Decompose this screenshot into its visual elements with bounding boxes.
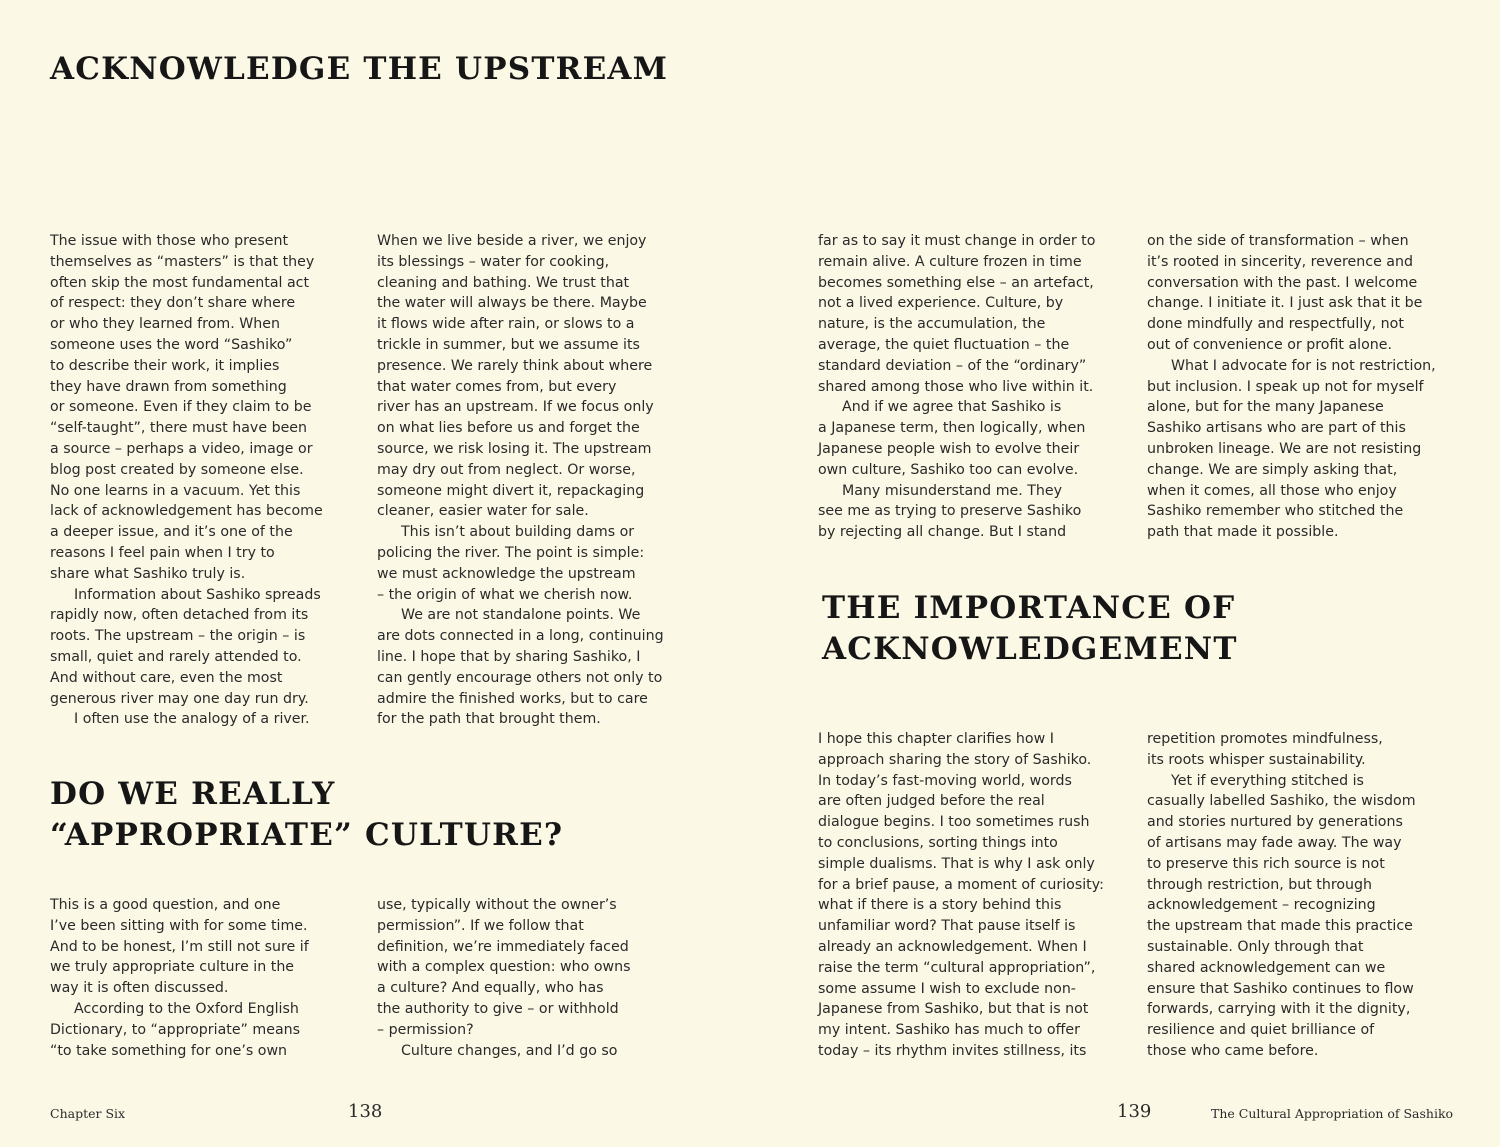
text-line: roots. The upstream – the origin – is bbox=[50, 628, 306, 645]
text-line: themselves as “masters” is that they bbox=[50, 253, 315, 270]
text-line: policing the river. The point is simple: bbox=[377, 544, 645, 561]
text-line: change. I initiate it. I just ask that it be bbox=[1147, 295, 1423, 312]
text-line: already an acknowledgement. When I bbox=[818, 938, 1087, 955]
text-line: done mindfully and respectfully, not bbox=[1147, 316, 1404, 333]
text-line: its roots whisper sustainability. bbox=[1147, 751, 1366, 768]
text-line: In today’s fast-moving world, words bbox=[818, 772, 1072, 789]
text-line: today – its rhythm invites stillness, its bbox=[818, 1042, 1087, 1059]
text-line: but inclusion. I speak up not for myself bbox=[1147, 378, 1424, 395]
text-line: casually labelled Sashiko, the wisdom bbox=[1147, 793, 1416, 810]
text-line: And to be honest, I’m still not sure if bbox=[50, 938, 309, 955]
text-line: Culture changes, and I’d go so bbox=[401, 1042, 618, 1059]
text-line: or who they learned from. When bbox=[50, 316, 280, 333]
text-line: some assume I wish to exclude non- bbox=[818, 980, 1076, 997]
heading-line: ACKNOWLEDGE THE UPSTREAM bbox=[50, 51, 669, 87]
left-page-number: 138 bbox=[348, 1101, 383, 1122]
text-line: when it comes, all those who enjoy bbox=[1147, 482, 1397, 499]
text-line: What I advocate for is not restriction, bbox=[1171, 357, 1436, 374]
text-line: with a complex question: who owns bbox=[377, 959, 631, 976]
text-line: trickle in summer, but we assume its bbox=[377, 336, 640, 353]
text-line: Many misunderstand me. They bbox=[842, 482, 1063, 499]
text-line: my intent. Sashiko has much to offer bbox=[818, 1022, 1080, 1039]
text-line: on the side of transformation – when bbox=[1147, 233, 1409, 249]
text-line: way it is often discussed. bbox=[50, 980, 229, 997]
text-line: generous river may one day run dry. bbox=[50, 690, 309, 707]
text-line: are often judged before the real bbox=[818, 793, 1045, 810]
text-line: permission”. If we follow that bbox=[377, 917, 584, 934]
text-line: approach sharing the story of Sashiko. bbox=[818, 751, 1092, 768]
text-line: source, we risk losing it. The upstream bbox=[377, 440, 652, 457]
text-line: admire the finished works, but to care bbox=[377, 690, 648, 707]
text-line: of respect: they don’t share where bbox=[50, 295, 296, 312]
text-line: definition, we’re immediately faced bbox=[377, 938, 629, 955]
text-line: share what Sashiko truly is. bbox=[50, 565, 246, 582]
text-line: may dry out from neglect. Or worse, bbox=[377, 461, 636, 478]
right-column-c bbox=[818, 729, 1148, 1062]
text-line: it flows wide after rain, or slows to a bbox=[377, 316, 635, 333]
text-line: river has an upstream. If we focus only bbox=[377, 399, 654, 416]
text-line: We are not standalone points. We bbox=[401, 607, 641, 624]
heading-line: ACKNOWLEDGEMENT bbox=[822, 631, 1238, 667]
heading-line: THE IMPORTANCE OF bbox=[822, 590, 1236, 626]
text-line: far as to say it must change in order to bbox=[818, 233, 1096, 249]
text-line: path that made it possible. bbox=[1147, 524, 1339, 541]
text-line: use, typically without the owner’s bbox=[377, 897, 617, 913]
text-line: a Japanese term, then logically, when bbox=[818, 420, 1086, 437]
heading-line: “APPROPRIATE” CULTURE? bbox=[50, 817, 564, 853]
text-line: This is a good question, and one bbox=[50, 897, 281, 913]
text-line: through restriction, but through bbox=[1147, 876, 1373, 893]
text-line: someone might divert it, repackaging bbox=[377, 482, 645, 499]
text-line: unfamiliar word? That pause itself is bbox=[818, 918, 1076, 935]
text-line: I’ve been sitting with for some time. bbox=[50, 917, 308, 934]
text-line: to conclusions, sorting things into bbox=[818, 834, 1058, 851]
text-line: According to the Oxford English bbox=[74, 1000, 299, 1017]
text-line: lack of acknowledgement has become bbox=[50, 503, 323, 520]
text-line: Information about Sashiko spreads bbox=[74, 586, 321, 603]
text-line: alone, but for the many Japanese bbox=[1147, 399, 1384, 416]
text-line: often skip the most fundamental act bbox=[50, 274, 310, 291]
text-line: Sashiko artisans who are part of this bbox=[1147, 420, 1406, 437]
heading-line: DO WE REALLY bbox=[50, 776, 336, 812]
text-line: “to take something for one’s own bbox=[50, 1042, 288, 1059]
text-line: The issue with those who present bbox=[50, 233, 289, 249]
text-line: – the origin of what we cherish now. bbox=[377, 586, 633, 603]
text-line: conversation with the past. I welcome bbox=[1147, 274, 1418, 291]
text-line: the upstream that made this practice bbox=[1147, 918, 1413, 935]
text-line: Dictionary, to “appropriate” means bbox=[50, 1021, 301, 1038]
left-column-c bbox=[50, 895, 380, 1061]
text-line: and stories nurtured by generations bbox=[1147, 814, 1403, 831]
text-line: This isn’t about building dams or bbox=[401, 524, 635, 541]
text-line: they have drawn from something bbox=[50, 378, 287, 395]
text-line: we must acknowledge the upstream bbox=[377, 565, 636, 582]
text-line: No one learns in a vacuum. Yet this bbox=[50, 482, 301, 499]
text-line: to describe their work, it implies bbox=[50, 357, 280, 374]
heading-importance-acknowledgement bbox=[822, 588, 1238, 670]
left-column-b bbox=[377, 231, 707, 730]
text-line: for the path that brought them. bbox=[377, 711, 601, 728]
text-line: Japanese from Sashiko, but that is not bbox=[818, 1001, 1089, 1018]
text-line: someone uses the word “Sashiko” bbox=[50, 336, 293, 353]
text-line: presence. We rarely think about where bbox=[377, 357, 653, 374]
heading-appropriate-culture bbox=[50, 774, 563, 856]
text-line: I hope this chapter clarifies how I bbox=[818, 731, 1054, 747]
text-line: see me as trying to preserve Sashiko bbox=[818, 503, 1082, 520]
text-line: by rejecting all change. But I stand bbox=[818, 524, 1067, 541]
text-line: raise the term “cultural appropriation”, bbox=[818, 959, 1096, 976]
text-line: can gently encourage others not only to bbox=[377, 669, 663, 686]
text-line: own culture, Sashiko too can evolve. bbox=[818, 461, 1079, 478]
text-line: forwards, carrying with it the dignity, bbox=[1147, 1001, 1411, 1018]
text-line: the water will always be there. Maybe bbox=[377, 295, 647, 312]
text-line: the authority to give – or withhold bbox=[377, 1000, 619, 1017]
text-line: its blessings – water for cooking, bbox=[377, 253, 610, 270]
text-line: shared acknowledgement can we bbox=[1147, 959, 1386, 976]
text-line: average, the quiet fluctuation – the bbox=[818, 336, 1070, 353]
heading-acknowledge-upstream bbox=[50, 49, 668, 90]
text-line: we truly appropriate culture in the bbox=[50, 959, 295, 976]
text-line: a deeper issue, and it’s one of the bbox=[50, 524, 293, 541]
text-line: that water comes from, but every bbox=[377, 378, 617, 395]
right-column-b bbox=[1147, 231, 1477, 543]
text-line: And if we agree that Sashiko is bbox=[842, 399, 1062, 416]
left-column-d bbox=[377, 895, 707, 1061]
left-column-a bbox=[50, 231, 380, 730]
text-line: those who came before. bbox=[1147, 1042, 1319, 1059]
text-line: are dots connected in a long, continuing bbox=[377, 628, 664, 645]
text-line: Japanese people wish to evolve their bbox=[818, 440, 1080, 457]
text-line: not a lived experience. Culture, by bbox=[818, 295, 1064, 312]
text-line: what if there is a story behind this bbox=[818, 897, 1062, 914]
text-line: small, quiet and rarely attended to. bbox=[50, 648, 302, 665]
text-line: simple dualisms. That is why I ask only bbox=[818, 855, 1095, 872]
text-line: a culture? And equally, who has bbox=[377, 980, 604, 997]
text-line: remain alive. A culture frozen in time bbox=[818, 253, 1082, 270]
text-line: line. I hope that by sharing Sashiko, I bbox=[377, 648, 641, 665]
text-line: – permission? bbox=[377, 1021, 474, 1038]
left-footer-chapter: Chapter Six bbox=[50, 1106, 126, 1121]
text-line: change. We are simply asking that, bbox=[1147, 461, 1398, 478]
text-line: “self-taught”, there must have been bbox=[50, 420, 308, 437]
text-line: Sashiko remember who stitched the bbox=[1147, 503, 1404, 520]
text-line: acknowledgement – recognizing bbox=[1147, 897, 1376, 914]
text-line: ensure that Sashiko continues to flow bbox=[1147, 980, 1414, 997]
text-line: shared among those who live within it. bbox=[818, 378, 1094, 395]
text-line: dialogue begins. I too sometimes rush bbox=[818, 814, 1090, 831]
text-line: on what lies before us and forget the bbox=[377, 420, 640, 437]
right-column-d bbox=[1147, 729, 1477, 1062]
text-line: unbroken lineage. We are not resisting bbox=[1147, 440, 1422, 457]
text-line: for a brief pause, a moment of curiosity: bbox=[818, 876, 1104, 893]
text-line: When we live beside a river, we enjoy bbox=[377, 233, 647, 249]
text-line: cleaning and bathing. We trust that bbox=[377, 274, 630, 291]
right-footer-title: The Cultural Appropriation of Sashiko bbox=[1211, 1106, 1454, 1121]
text-line: out of convenience or profit alone. bbox=[1147, 336, 1393, 353]
text-line: to preserve this rich source is not bbox=[1147, 855, 1385, 872]
text-line: And without care, even the most bbox=[50, 669, 283, 686]
text-line: it’s rooted in sincerity, reverence and bbox=[1147, 253, 1414, 270]
text-line: a source – perhaps a video, image or bbox=[50, 440, 313, 457]
text-line: becomes something else – an artefact, bbox=[818, 274, 1094, 291]
text-line: or someone. Even if they claim to be bbox=[50, 399, 312, 416]
text-line: resilience and quiet brilliance of bbox=[1147, 1022, 1375, 1039]
text-line: blog post created by someone else. bbox=[50, 461, 304, 478]
text-line: reasons I feel pain when I try to bbox=[50, 544, 275, 561]
text-line: I often use the analogy of a river. bbox=[74, 711, 310, 728]
text-line: nature, is the accumulation, the bbox=[818, 316, 1046, 333]
right-column-a bbox=[818, 231, 1148, 543]
text-line: standard deviation – of the “ordinary” bbox=[818, 357, 1087, 374]
text-line: sustainable. Only through that bbox=[1147, 938, 1364, 955]
text-line: Yet if everything stitched is bbox=[1171, 772, 1364, 789]
text-line: cleaner, easier water for sale. bbox=[377, 503, 589, 520]
text-line: of artisans may fade away. The way bbox=[1147, 834, 1402, 851]
text-line: repetition promotes mindfulness, bbox=[1147, 731, 1383, 747]
right-page-number: 139 bbox=[1117, 1101, 1152, 1122]
text-line: rapidly now, often detached from its bbox=[50, 607, 309, 624]
